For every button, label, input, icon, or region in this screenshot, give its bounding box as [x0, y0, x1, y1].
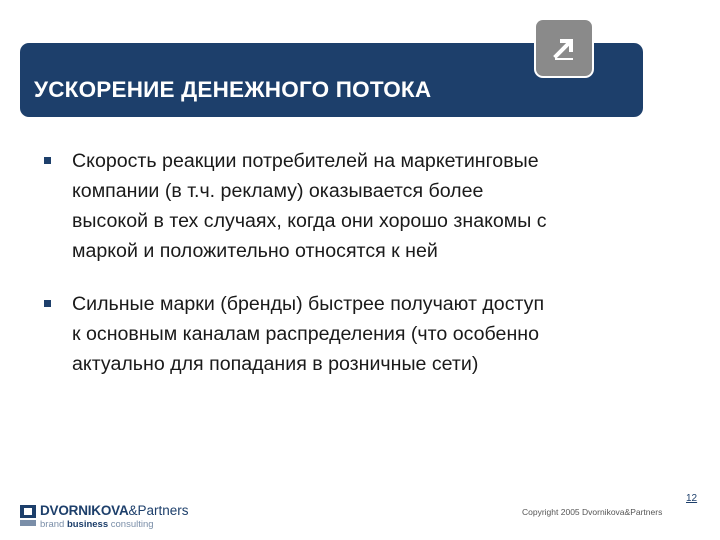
square-bullet-icon	[44, 300, 51, 307]
logo-wordmark	[40, 504, 189, 518]
bullet-line: актуально для попадания в розничные сети)	[72, 353, 479, 375]
logo-tagline-suffix: consulting	[108, 519, 154, 530]
logo-name-bold: DVORNIKOVA	[40, 503, 129, 518]
page-number[interactable]: 12	[686, 493, 698, 504]
bullet-line: Скорость реакции потребителей на маркетинговые	[72, 150, 539, 172]
slide-title: УСКОРЕНИЕ ДЕНЕЖНОГО ПОТОКА	[34, 77, 432, 102]
logo-tagline-bold: business	[66, 519, 109, 530]
square-bullet-icon	[44, 157, 51, 164]
bullet-list	[44, 146, 684, 402]
brand-logo-icon	[20, 505, 36, 527]
arrow-up-right-icon	[550, 34, 578, 62]
brand-logo	[20, 504, 200, 530]
logo-name-rest: &Partners	[128, 503, 189, 518]
bullet-line: маркой и положительно относятся к ней	[72, 240, 438, 262]
logo-tagline	[40, 519, 154, 530]
bullet-item	[44, 289, 684, 379]
logo-tagline-prefix: brand	[40, 519, 67, 530]
bullet-item	[44, 146, 684, 266]
copyright-text: Copyright 2005 Dvornikova&Partners	[522, 507, 663, 517]
corner-badge	[536, 20, 592, 76]
bullet-line: компании (в т.ч. рекламу) оказывается более	[72, 180, 484, 202]
bullet-line: Сильные марки (бренды) быстрее получают доступ	[72, 293, 545, 315]
bullet-line: к основным каналам распределения (что особенно	[72, 323, 539, 345]
bullet-line: высокой в тех случаях, когда они хорошо знакомы с	[72, 210, 547, 232]
